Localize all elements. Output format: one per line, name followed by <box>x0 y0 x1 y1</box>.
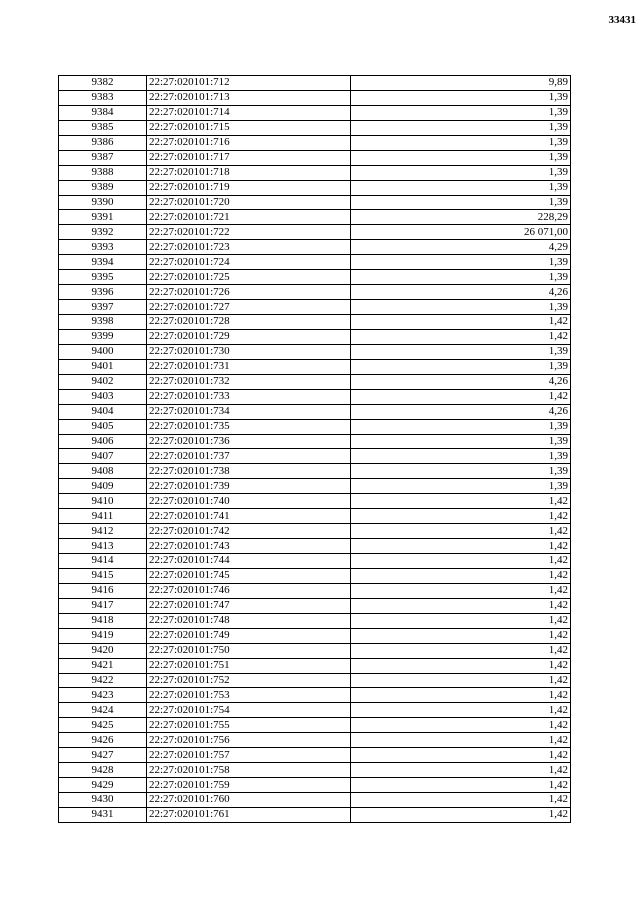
cadastral-number-cell: 22:27:020101:717 <box>147 150 351 165</box>
table-row <box>59 135 571 150</box>
cadastral-number-cell: 22:27:020101:747 <box>147 598 351 613</box>
cadastral-number-cell: 22:27:020101:724 <box>147 255 351 270</box>
value-cell: 1,42 <box>351 688 571 703</box>
table-body <box>59 76 571 823</box>
cadastral-number-cell: 22:27:020101:722 <box>147 225 351 240</box>
value-cell: 1,42 <box>351 748 571 763</box>
row-number-cell: 9421 <box>59 658 147 673</box>
value-cell: 1,39 <box>351 135 571 150</box>
value-cell: 1,39 <box>351 449 571 464</box>
table-row <box>59 255 571 270</box>
row-number-cell: 9396 <box>59 285 147 300</box>
value-cell: 1,39 <box>351 90 571 105</box>
row-number-cell: 9417 <box>59 598 147 613</box>
cadastral-number-cell: 22:27:020101:758 <box>147 763 351 778</box>
table-row <box>59 524 571 539</box>
cadastral-number-cell: 22:27:020101:712 <box>147 76 351 91</box>
table-row <box>59 315 571 330</box>
cadastral-number-cell: 22:27:020101:725 <box>147 270 351 285</box>
row-number-cell: 9424 <box>59 703 147 718</box>
row-number-cell: 9419 <box>59 628 147 643</box>
value-cell: 1,39 <box>351 479 571 494</box>
cadastral-number-cell: 22:27:020101:746 <box>147 583 351 598</box>
table-row <box>59 748 571 763</box>
cadastral-number-cell: 22:27:020101:713 <box>147 90 351 105</box>
table-row <box>59 703 571 718</box>
parcel-table <box>58 75 571 823</box>
cadastral-number-cell: 22:27:020101:755 <box>147 718 351 733</box>
row-number-cell: 9397 <box>59 300 147 315</box>
row-number-cell: 9430 <box>59 793 147 808</box>
table-row <box>59 763 571 778</box>
row-number-cell: 9428 <box>59 763 147 778</box>
table-row <box>59 329 571 344</box>
cadastral-number-cell: 22:27:020101:728 <box>147 315 351 330</box>
value-cell: 1,42 <box>351 628 571 643</box>
cadastral-number-cell: 22:27:020101:726 <box>147 285 351 300</box>
value-cell: 1,39 <box>351 434 571 449</box>
table-row <box>59 554 571 569</box>
cadastral-number-cell: 22:27:020101:753 <box>147 688 351 703</box>
table-row <box>59 240 571 255</box>
table-row <box>59 807 571 822</box>
cadastral-number-cell: 22:27:020101:721 <box>147 210 351 225</box>
row-number-cell: 9420 <box>59 643 147 658</box>
value-cell: 1,42 <box>351 583 571 598</box>
table-row <box>59 628 571 643</box>
table-row <box>59 583 571 598</box>
table-row <box>59 449 571 464</box>
value-cell: 4,26 <box>351 285 571 300</box>
table-row <box>59 359 571 374</box>
row-number-cell: 9426 <box>59 733 147 748</box>
table-row <box>59 613 571 628</box>
table-row <box>59 195 571 210</box>
value-cell: 4,26 <box>351 404 571 419</box>
cadastral-number-cell: 22:27:020101:739 <box>147 479 351 494</box>
value-cell: 1,42 <box>351 763 571 778</box>
value-cell: 1,39 <box>351 270 571 285</box>
cadastral-number-cell: 22:27:020101:750 <box>147 643 351 658</box>
value-cell: 1,42 <box>351 807 571 822</box>
value-cell: 1,42 <box>351 524 571 539</box>
cadastral-number-cell: 22:27:020101:731 <box>147 359 351 374</box>
row-number-cell: 9425 <box>59 718 147 733</box>
value-cell: 1,42 <box>351 613 571 628</box>
row-number-cell: 9384 <box>59 105 147 120</box>
table-row <box>59 688 571 703</box>
row-number-cell: 9392 <box>59 225 147 240</box>
value-cell: 1,42 <box>351 703 571 718</box>
row-number-cell: 9391 <box>59 210 147 225</box>
value-cell: 1,42 <box>351 315 571 330</box>
cadastral-number-cell: 22:27:020101:745 <box>147 568 351 583</box>
row-number-cell: 9386 <box>59 135 147 150</box>
value-cell: 1,42 <box>351 778 571 793</box>
row-number-cell: 9414 <box>59 554 147 569</box>
value-cell: 1,39 <box>351 300 571 315</box>
value-cell: 1,42 <box>351 329 571 344</box>
value-cell: 1,39 <box>351 359 571 374</box>
cadastral-number-cell: 22:27:020101:749 <box>147 628 351 643</box>
value-cell: 4,26 <box>351 374 571 389</box>
cadastral-number-cell: 22:27:020101:720 <box>147 195 351 210</box>
table-row <box>59 150 571 165</box>
row-number-cell: 9401 <box>59 359 147 374</box>
cadastral-number-cell: 22:27:020101:761 <box>147 807 351 822</box>
value-cell: 1,42 <box>351 598 571 613</box>
value-cell: 1,39 <box>351 165 571 180</box>
value-cell: 228,29 <box>351 210 571 225</box>
page-number: 33431 <box>608 14 636 26</box>
table-row <box>59 76 571 91</box>
row-number-cell: 9415 <box>59 568 147 583</box>
table-row <box>59 285 571 300</box>
value-cell: 9,89 <box>351 76 571 91</box>
cadastral-number-cell: 22:27:020101:734 <box>147 404 351 419</box>
cadastral-number-cell: 22:27:020101:715 <box>147 120 351 135</box>
table-row <box>59 598 571 613</box>
value-cell: 1,42 <box>351 718 571 733</box>
cadastral-number-cell: 22:27:020101:736 <box>147 434 351 449</box>
cadastral-number-cell: 22:27:020101:756 <box>147 733 351 748</box>
table-row <box>59 90 571 105</box>
table-row <box>59 658 571 673</box>
value-cell: 1,42 <box>351 733 571 748</box>
cadastral-number-cell: 22:27:020101:757 <box>147 748 351 763</box>
row-number-cell: 9390 <box>59 195 147 210</box>
value-cell: 1,39 <box>351 150 571 165</box>
cadastral-number-cell: 22:27:020101:723 <box>147 240 351 255</box>
value-cell: 1,42 <box>351 643 571 658</box>
cadastral-number-cell: 22:27:020101:759 <box>147 778 351 793</box>
cadastral-number-cell: 22:27:020101:729 <box>147 329 351 344</box>
value-cell: 1,39 <box>351 120 571 135</box>
row-number-cell: 9407 <box>59 449 147 464</box>
row-number-cell: 9382 <box>59 76 147 91</box>
table-row <box>59 464 571 479</box>
row-number-cell: 9399 <box>59 329 147 344</box>
value-cell: 1,39 <box>351 344 571 359</box>
row-number-cell: 9393 <box>59 240 147 255</box>
table-row <box>59 778 571 793</box>
row-number-cell: 9411 <box>59 509 147 524</box>
table-row <box>59 673 571 688</box>
cadastral-number-cell: 22:27:020101:744 <box>147 554 351 569</box>
table-row <box>59 210 571 225</box>
value-cell: 1,42 <box>351 568 571 583</box>
table-row <box>59 300 571 315</box>
row-number-cell: 9423 <box>59 688 147 703</box>
row-number-cell: 9395 <box>59 270 147 285</box>
table-row <box>59 344 571 359</box>
cadastral-number-cell: 22:27:020101:727 <box>147 300 351 315</box>
cadastral-number-cell: 22:27:020101:737 <box>147 449 351 464</box>
row-number-cell: 9408 <box>59 464 147 479</box>
table-row <box>59 404 571 419</box>
value-cell: 1,42 <box>351 494 571 509</box>
table-row <box>59 419 571 434</box>
row-number-cell: 9412 <box>59 524 147 539</box>
value-cell: 1,39 <box>351 419 571 434</box>
row-number-cell: 9416 <box>59 583 147 598</box>
table-row <box>59 165 571 180</box>
table-row <box>59 494 571 509</box>
row-number-cell: 9413 <box>59 539 147 554</box>
table-row <box>59 225 571 240</box>
table-row <box>59 718 571 733</box>
table-row <box>59 733 571 748</box>
table-row <box>59 479 571 494</box>
cadastral-number-cell: 22:27:020101:719 <box>147 180 351 195</box>
row-number-cell: 9431 <box>59 807 147 822</box>
row-number-cell: 9394 <box>59 255 147 270</box>
row-number-cell: 9406 <box>59 434 147 449</box>
table-row <box>59 643 571 658</box>
value-cell: 1,42 <box>351 539 571 554</box>
row-number-cell: 9429 <box>59 778 147 793</box>
row-number-cell: 9400 <box>59 344 147 359</box>
cadastral-number-cell: 22:27:020101:716 <box>147 135 351 150</box>
row-number-cell: 9383 <box>59 90 147 105</box>
value-cell: 1,42 <box>351 554 571 569</box>
cadastral-number-cell: 22:27:020101:743 <box>147 539 351 554</box>
table-row <box>59 180 571 195</box>
cadastral-number-cell: 22:27:020101:740 <box>147 494 351 509</box>
table-row <box>59 539 571 554</box>
cadastral-number-cell: 22:27:020101:748 <box>147 613 351 628</box>
table-row <box>59 105 571 120</box>
table-row <box>59 434 571 449</box>
cadastral-number-cell: 22:27:020101:732 <box>147 374 351 389</box>
value-cell: 1,42 <box>351 673 571 688</box>
table-row <box>59 793 571 808</box>
value-cell: 1,42 <box>351 389 571 404</box>
value-cell: 1,42 <box>351 658 571 673</box>
cadastral-number-cell: 22:27:020101:738 <box>147 464 351 479</box>
row-number-cell: 9385 <box>59 120 147 135</box>
value-cell: 1,39 <box>351 255 571 270</box>
table-row <box>59 389 571 404</box>
cadastral-number-cell: 22:27:020101:733 <box>147 389 351 404</box>
value-cell: 1,42 <box>351 509 571 524</box>
cadastral-number-cell: 22:27:020101:751 <box>147 658 351 673</box>
table-row <box>59 568 571 583</box>
value-cell: 1,39 <box>351 105 571 120</box>
table-row <box>59 374 571 389</box>
row-number-cell: 9410 <box>59 494 147 509</box>
row-number-cell: 9389 <box>59 180 147 195</box>
cadastral-number-cell: 22:27:020101:735 <box>147 419 351 434</box>
row-number-cell: 9403 <box>59 389 147 404</box>
row-number-cell: 9418 <box>59 613 147 628</box>
row-number-cell: 9398 <box>59 315 147 330</box>
row-number-cell: 9409 <box>59 479 147 494</box>
table-row <box>59 270 571 285</box>
cadastral-number-cell: 22:27:020101:741 <box>147 509 351 524</box>
cadastral-number-cell: 22:27:020101:754 <box>147 703 351 718</box>
cadastral-number-cell: 22:27:020101:730 <box>147 344 351 359</box>
value-cell: 4,29 <box>351 240 571 255</box>
row-number-cell: 9387 <box>59 150 147 165</box>
cadastral-number-cell: 22:27:020101:752 <box>147 673 351 688</box>
cadastral-number-cell: 22:27:020101:742 <box>147 524 351 539</box>
row-number-cell: 9404 <box>59 404 147 419</box>
value-cell: 26 071,00 <box>351 225 571 240</box>
value-cell: 1,39 <box>351 180 571 195</box>
row-number-cell: 9388 <box>59 165 147 180</box>
value-cell: 1,42 <box>351 793 571 808</box>
value-cell: 1,39 <box>351 464 571 479</box>
row-number-cell: 9402 <box>59 374 147 389</box>
table-row <box>59 509 571 524</box>
value-cell: 1,39 <box>351 195 571 210</box>
table-row <box>59 120 571 135</box>
cadastral-number-cell: 22:27:020101:760 <box>147 793 351 808</box>
row-number-cell: 9427 <box>59 748 147 763</box>
cadastral-number-cell: 22:27:020101:714 <box>147 105 351 120</box>
row-number-cell: 9405 <box>59 419 147 434</box>
row-number-cell: 9422 <box>59 673 147 688</box>
cadastral-number-cell: 22:27:020101:718 <box>147 165 351 180</box>
